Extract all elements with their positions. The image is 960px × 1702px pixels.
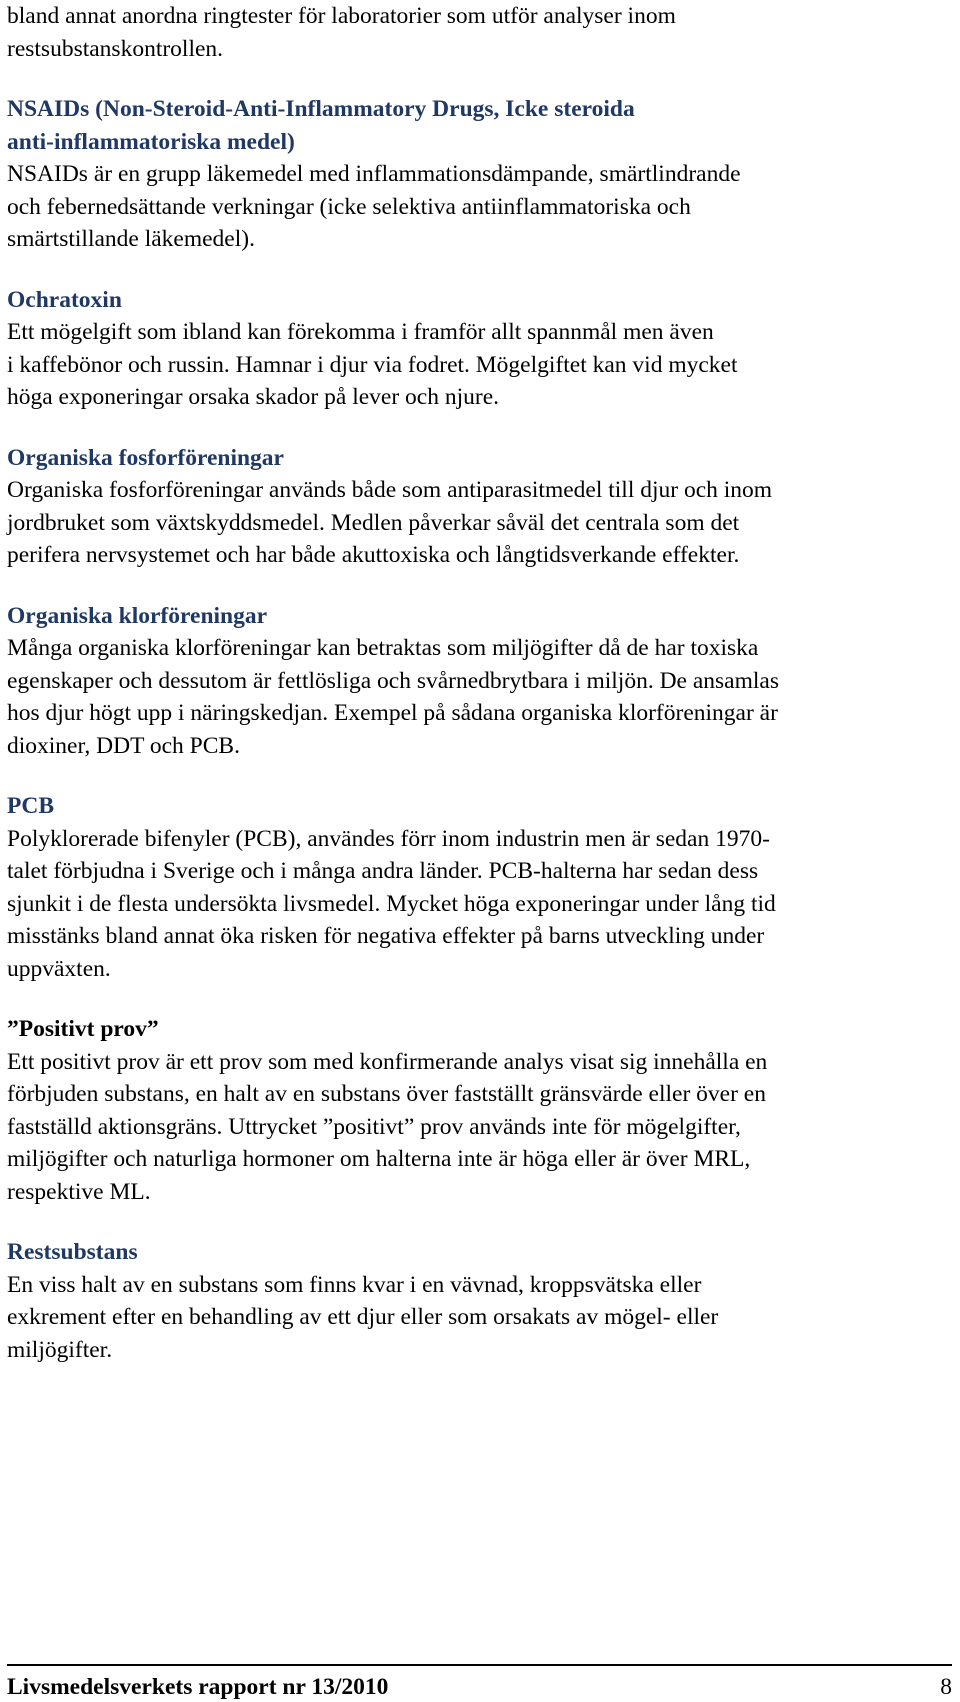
- section-heading: Organiska fosforföreningar: [7, 444, 284, 471]
- section-body-line: jordbruket som växtskyddsmedel. Medlen påverkar såväl det centrala som det: [7, 509, 740, 536]
- section-body-line: miljögifter.: [7, 1336, 113, 1363]
- section-body-line: Ett mögelgift som ibland kan förekomma i framför allt spannmål men även: [7, 319, 714, 345]
- section-body-line: smärtstillande läkemedel).: [7, 226, 255, 252]
- section-body-line: exkrement efter en behandling av ett djur eller som orsakats av mögel- eller: [7, 1304, 719, 1330]
- intro-paragraph: [7, 0, 952, 65]
- section-heading: Organiska klorföreningar: [7, 602, 268, 629]
- section-body-line: Polyklorerade bifenyler (PCB), användes förr inom industrin men är sedan 1970-: [7, 825, 770, 852]
- section-heading: ”Positivt prov”: [7, 1016, 159, 1042]
- footer-page-number: 8: [940, 1674, 952, 1700]
- section-body-line: Ett positivt prov är ett prov som med konfirmerande analys visat sig innehålla en: [7, 1048, 768, 1075]
- intro-line: bland annat anordna ringtester för laboratorier som utför analyser inom: [7, 3, 676, 29]
- footer-divider: [7, 1664, 952, 1666]
- section-body-line: Många organiska klorföreningar kan betraktas som miljögifter då de har toxiska: [7, 635, 759, 661]
- section-body-line: i kaffebönor och russin. Hamnar i djur via fodret. Mögelgiftet kan vid mycket: [7, 351, 738, 378]
- section-body-line: fastställd aktionsgräns. Uttrycket ”positivt” prov används inte för mögelgifter,: [7, 1113, 741, 1140]
- section-body-line: dioxiner, DDT och PCB.: [7, 732, 240, 759]
- section-body-line: Organiska fosforföreningar används både som antiparasitmedel till djur och inom: [7, 477, 773, 503]
- section-heading: PCB: [7, 793, 54, 819]
- section-body-line: talet förbjudna i Sverige och i många andra länder. PCB-halterna har sedan dess: [7, 858, 759, 884]
- section-body-line: egenskaper och dessutom är fettlösliga och svårnedbrytbara i miljön. De ansamlas: [7, 667, 780, 694]
- footer-report-title: Livsmedelsverkets rapport nr 13/2010: [7, 1674, 389, 1700]
- section-heading: Ochratoxin: [7, 286, 122, 313]
- section-body-line: höga exponeringar orsaka skador på lever och njure.: [7, 384, 499, 410]
- section-body-line: förbjuden substans, en halt av en substans över fastställt gränsvärde eller över en: [7, 1081, 766, 1107]
- section-body-line: miljögifter och naturliga hormoner om halterna inte är höga eller är över MRL,: [7, 1146, 751, 1172]
- section-restsubstans: [7, 1236, 952, 1366]
- section-organiska-klorforeningar: [7, 600, 952, 763]
- page-footer: [7, 1672, 952, 1702]
- section-body-line: misstänks bland annat öka risken för negativa effekter på barns utveckling under: [7, 923, 765, 949]
- section-heading: NSAIDs (Non-Steroid-Anti-Inflammatory Drugs, Icke steroida: [7, 96, 635, 122]
- section-organiska-fosforforeningar: [7, 442, 952, 572]
- section-ochratoxin: [7, 284, 952, 414]
- section-heading: Restsubstans: [7, 1239, 138, 1265]
- section-body-line: respektive ML.: [7, 1178, 151, 1205]
- intro-line: restsubstanskontrollen.: [7, 35, 224, 62]
- section-body-line: NSAIDs är en grupp läkemedel med inflammationsdämpande, smärtlindrande: [7, 161, 741, 187]
- section-pcb: [7, 790, 952, 985]
- section-body-line: sjunkit i de flesta undersökta livsmedel. Mycket höga exponeringar under lång tid: [7, 890, 776, 917]
- document-content: [7, 0, 952, 1366]
- section-positivt-prov: [7, 1013, 952, 1208]
- section-body-line: uppväxten.: [7, 955, 111, 982]
- section-heading-continued: anti-inflammatoriska medel): [7, 128, 295, 155]
- section-body-line: En viss halt av en substans som finns kvar i en vävnad, kroppsvätska eller: [7, 1271, 702, 1298]
- section-body-line: perifera nervsystemet och har både akuttoxiska och långtidsverkande effekter.: [7, 542, 740, 568]
- section-nsaids: [7, 93, 952, 256]
- section-body-line: hos djur högt upp i näringskedjan. Exempel på sådana organiska klorföreningar är: [7, 700, 778, 726]
- section-body-line: och febernedsättande verkningar (icke selektiva antiinflammatoriska och: [7, 193, 691, 220]
